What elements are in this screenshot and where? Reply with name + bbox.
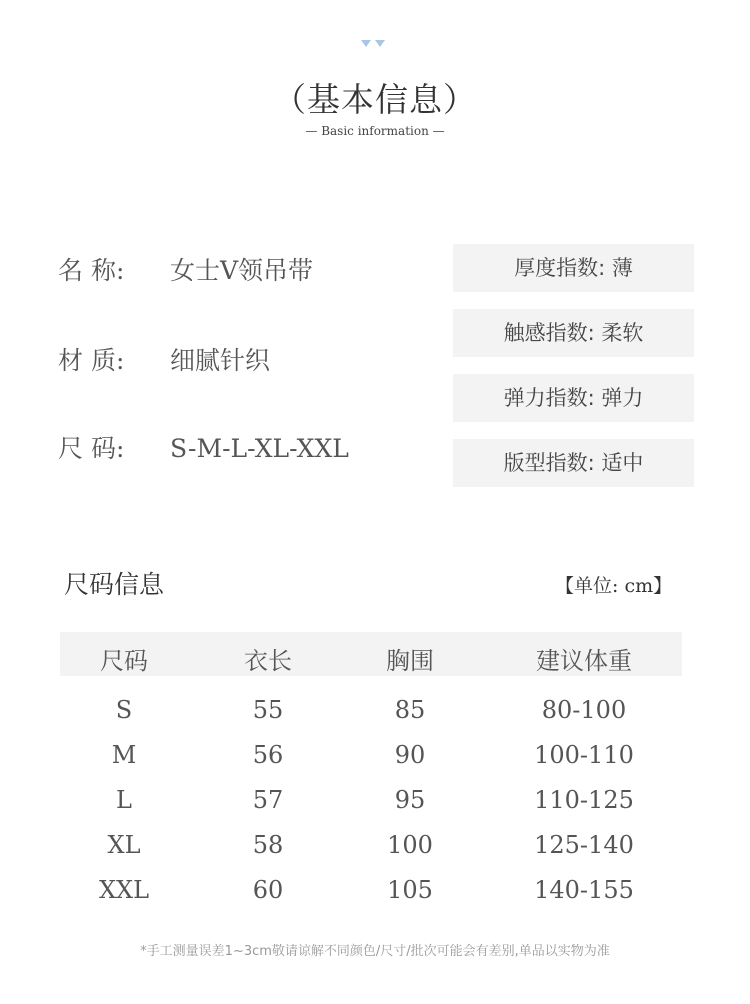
- table-cell: 95: [394, 786, 426, 814]
- footnote: *手工测量误差1~3cm敬请谅解不同颜色/尺寸/批次可能会有差别,单品以实物为准: [140, 944, 610, 959]
- table-header-length: 衣长: [244, 647, 292, 675]
- info-label-size: 尺 码:: [58, 434, 125, 463]
- page-subtitle: — Basic information —: [305, 124, 445, 138]
- info-value-size: S-M-L-XL-XXL: [170, 434, 349, 463]
- info-label-name: 名 称:: [58, 256, 125, 285]
- table-header-bust: 胸围: [386, 647, 434, 675]
- index-elasticity: 弹力指数: 弹力: [453, 374, 694, 422]
- info-row-size: [58, 429, 349, 465]
- table-cell: 100: [387, 831, 433, 859]
- table-cell: 125-140: [534, 831, 634, 859]
- table-cell: XL: [107, 831, 141, 859]
- index-fit: 版型指数: 适中: [453, 439, 694, 487]
- table-cell: 57: [252, 786, 284, 814]
- table-cell: 56: [252, 741, 284, 769]
- index-touch: 触感指数: 柔软: [453, 309, 694, 357]
- table-header-weight: 建议体重: [536, 647, 632, 675]
- table-cell: 60: [252, 876, 284, 904]
- info-row-material: [58, 341, 270, 377]
- info-value-name: 女士V领吊带: [170, 256, 314, 285]
- table-cell: 80-100: [541, 696, 627, 724]
- info-row-name: [58, 251, 313, 287]
- table-cell: M: [111, 741, 137, 769]
- index-thickness: 厚度指数: 薄: [453, 244, 694, 292]
- table-cell: S: [115, 696, 133, 724]
- table-cell: 58: [252, 831, 284, 859]
- table-cell: 140-155: [534, 876, 634, 904]
- table-cell: XXL: [98, 876, 150, 904]
- table-cell: 90: [394, 741, 426, 769]
- unit-label: 【单位: cm】: [555, 575, 673, 597]
- size-section-title: 尺码信息: [64, 570, 165, 599]
- info-value-material: 细腻针织: [170, 346, 271, 375]
- table-header-size: 尺码: [100, 647, 148, 675]
- table-cell: 55: [252, 696, 284, 724]
- down-arrows-icon: [361, 39, 389, 49]
- info-label-material: 材 质:: [58, 346, 125, 375]
- page-title: （基本信息）: [273, 80, 477, 119]
- table-cell: 105: [387, 876, 433, 904]
- table-cell: 100-110: [534, 741, 634, 769]
- table-cell: 110-125: [534, 786, 634, 814]
- table-cell: 85: [394, 696, 426, 724]
- table-cell: L: [116, 786, 132, 814]
